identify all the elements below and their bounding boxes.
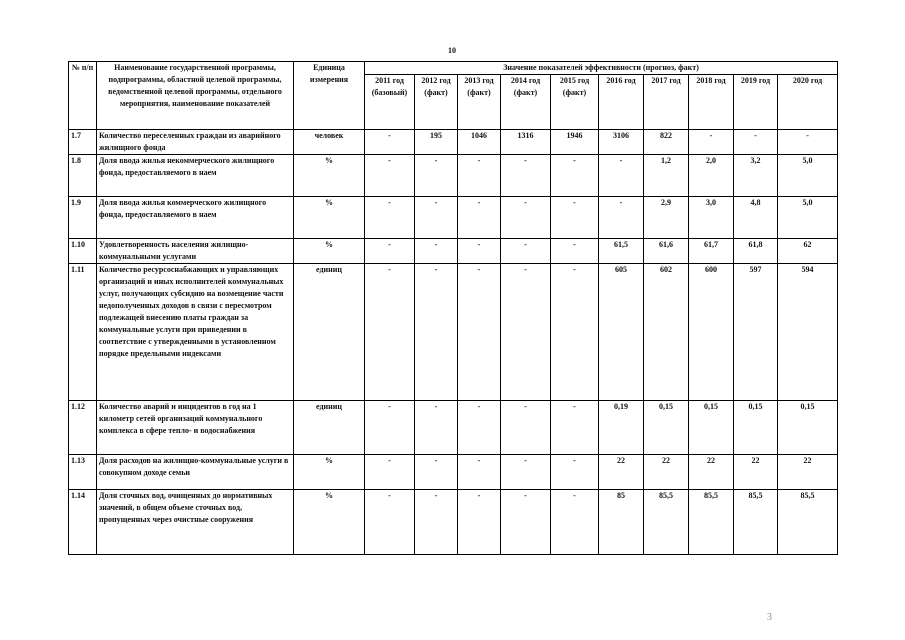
indicator-name: Количество аварий и инцидентов в год на 1 километр сетей организаций коммунального комплекса в сфере тепло- и водоснабжения: [97, 401, 294, 455]
value-cell: -: [365, 264, 415, 401]
page-number: 10: [448, 46, 456, 55]
value-cell: -: [415, 239, 458, 264]
value-cell: 0,15: [644, 401, 689, 455]
value-cell: 22: [689, 455, 734, 490]
value-cell: -: [365, 239, 415, 264]
value-cell: 2,9: [644, 197, 689, 239]
value-cell: -: [458, 197, 501, 239]
value-cell: 85,5: [778, 490, 838, 555]
value-cell: -: [415, 197, 458, 239]
value-cell: -: [458, 239, 501, 264]
value-cell: 22: [778, 455, 838, 490]
value-cell: 85: [599, 490, 644, 555]
table-row: [69, 197, 838, 239]
value-cell: -: [551, 455, 599, 490]
value-cell: 3,2: [734, 155, 778, 197]
value-cell: 2,0: [689, 155, 734, 197]
value-cell: 1,2: [644, 155, 689, 197]
row-number: 1.7: [69, 130, 97, 155]
value-cell: 5,0: [778, 155, 838, 197]
value-cell: 0,15: [734, 401, 778, 455]
corner-mark: 3: [767, 612, 772, 623]
value-cell: -: [599, 197, 644, 239]
value-cell: 61,7: [689, 239, 734, 264]
value-cell: -: [415, 455, 458, 490]
value-cell: -: [415, 490, 458, 555]
value-cell: 22: [599, 455, 644, 490]
value-cell: -: [501, 455, 551, 490]
value-cell: 1046: [458, 130, 501, 155]
value-cell: -: [458, 155, 501, 197]
value-cell: 3106: [599, 130, 644, 155]
unit-cell: %: [294, 490, 365, 555]
unit-cell: единиц: [294, 264, 365, 401]
value-cell: 822: [644, 130, 689, 155]
value-cell: -: [458, 455, 501, 490]
value-cell: -: [689, 130, 734, 155]
value-cell: -: [458, 490, 501, 555]
indicator-name: Доля ввода жилья некоммерческого жилищного фонда, предоставляемого в наем: [97, 155, 294, 197]
table-row: [69, 239, 838, 264]
value-cell: -: [458, 401, 501, 455]
unit-cell: %: [294, 197, 365, 239]
value-cell: -: [551, 490, 599, 555]
value-cell: 0,15: [689, 401, 734, 455]
header-values-group: Значение показателей эффективности (прогноз, факт): [365, 62, 838, 75]
indicator-name: Количество ресурсоснабжающих и управляющих организаций и иных исполнителей коммунальных услуг, получающих субсидию на возмещение части недополученных доходов в связи с пересмотром подлежащей внесению платы граждан за коммунальные услуги при приведении в соответствие с утвержденными в установленном порядке предельными индексами: [97, 264, 294, 401]
value-cell: 62: [778, 239, 838, 264]
value-cell: -: [501, 490, 551, 555]
value-cell: -: [501, 401, 551, 455]
value-cell: -: [501, 239, 551, 264]
value-cell: 0,19: [599, 401, 644, 455]
header-year: 2019 год: [734, 75, 778, 130]
header-year: 2012 год (факт): [415, 75, 458, 130]
row-number: 1.11: [69, 264, 97, 401]
value-cell: 61,8: [734, 239, 778, 264]
value-cell: -: [501, 155, 551, 197]
header-unit: Единица измерения: [294, 62, 365, 130]
value-cell: 85,5: [644, 490, 689, 555]
table-row: [69, 455, 838, 490]
value-cell: 22: [644, 455, 689, 490]
value-cell: -: [551, 197, 599, 239]
value-cell: -: [365, 130, 415, 155]
header-year: 2013 год (факт): [458, 75, 501, 130]
header-year: 2018 год: [689, 75, 734, 130]
value-cell: 61,5: [599, 239, 644, 264]
value-cell: 605: [599, 264, 644, 401]
value-cell: 597: [734, 264, 778, 401]
row-number: 1.10: [69, 239, 97, 264]
unit-cell: %: [294, 155, 365, 197]
table-row: [69, 130, 838, 155]
value-cell: 85,5: [689, 490, 734, 555]
table-row: [69, 490, 838, 555]
indicator-name: Удовлетворенность населения жилищно-коммунальными услугами: [97, 239, 294, 264]
value-cell: 5,0: [778, 197, 838, 239]
value-cell: -: [551, 155, 599, 197]
value-cell: 22: [734, 455, 778, 490]
row-number: 1.13: [69, 455, 97, 490]
header-year: 2020 год: [778, 75, 838, 130]
row-number: 1.14: [69, 490, 97, 555]
header-num: № п/п: [69, 62, 97, 130]
value-cell: -: [501, 264, 551, 401]
value-cell: 1946: [551, 130, 599, 155]
value-cell: 4,8: [734, 197, 778, 239]
value-cell: -: [365, 155, 415, 197]
value-cell: 594: [778, 264, 838, 401]
value-cell: 0,15: [778, 401, 838, 455]
table-row: [69, 264, 838, 401]
value-cell: -: [415, 155, 458, 197]
value-cell: 600: [689, 264, 734, 401]
header-year: 2017 год: [644, 75, 689, 130]
indicator-name: Доля расходов на жилищно-коммунальные услуги в совокупном доходе семьи: [97, 455, 294, 490]
value-cell: -: [501, 197, 551, 239]
header-year: 2016 год: [599, 75, 644, 130]
value-cell: -: [778, 130, 838, 155]
value-cell: -: [458, 264, 501, 401]
header-year: 2014 год (факт): [501, 75, 551, 130]
value-cell: -: [734, 130, 778, 155]
header-year: 2015 год (факт): [551, 75, 599, 130]
value-cell: -: [365, 490, 415, 555]
header-year: 2011 год (базовый): [365, 75, 415, 130]
value-cell: 3,0: [689, 197, 734, 239]
indicator-name: Доля ввода жилья коммерческого жилищного фонда, предоставляемого в наем: [97, 197, 294, 239]
indicator-name: Доля сточных вод, очищенных до нормативных значений, в общем объеме сточных вод, пропущенных через очистные сооружения: [97, 490, 294, 555]
row-number: 1.9: [69, 197, 97, 239]
indicator-name: Количество переселенных граждан из аварийного жилищного фонда: [97, 130, 294, 155]
value-cell: -: [415, 264, 458, 401]
unit-cell: %: [294, 455, 365, 490]
unit-cell: %: [294, 239, 365, 264]
row-number: 1.8: [69, 155, 97, 197]
row-number: 1.12: [69, 401, 97, 455]
value-cell: -: [365, 401, 415, 455]
value-cell: 85,5: [734, 490, 778, 555]
value-cell: 61,6: [644, 239, 689, 264]
value-cell: 195: [415, 130, 458, 155]
value-cell: -: [415, 401, 458, 455]
unit-cell: человек: [294, 130, 365, 155]
table-row: [69, 155, 838, 197]
value-cell: 602: [644, 264, 689, 401]
value-cell: 1316: [501, 130, 551, 155]
table-row: [69, 401, 838, 455]
value-cell: -: [551, 401, 599, 455]
value-cell: -: [599, 155, 644, 197]
value-cell: -: [551, 264, 599, 401]
value-cell: -: [551, 239, 599, 264]
header-name: Наименование государственной программы, подпрограммы, областной целевой программы, ведомственной целевой программы, отдельного мероприятия, наименование показателей: [97, 62, 294, 130]
unit-cell: единиц: [294, 401, 365, 455]
value-cell: -: [365, 197, 415, 239]
value-cell: -: [365, 455, 415, 490]
indicators-table: [68, 61, 838, 555]
